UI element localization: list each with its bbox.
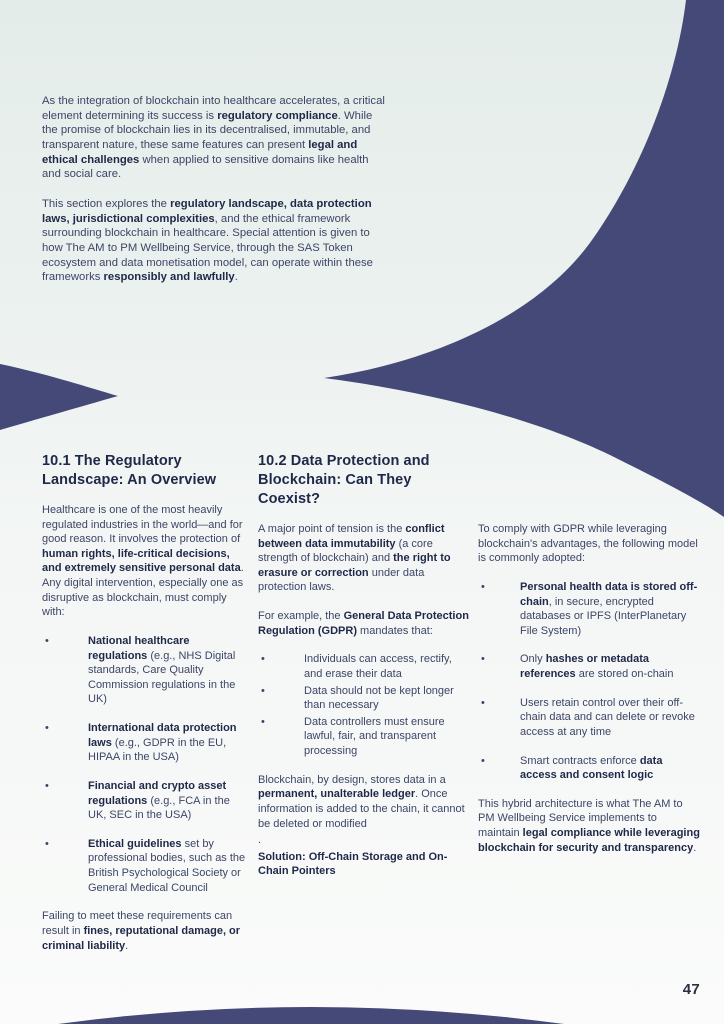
list-item: • Financial and crypto asset regulations (e.g., FCA in the UK, SEC in the USA): [42, 779, 248, 823]
list-item: • Ethical guidelines set by professional bodies, such as the British Psychological Society or General Medical Council: [42, 837, 248, 896]
list-item: • National healthcare regulations (e.g., NHS Digital standards, Care Quality Commission regulations in the UK): [42, 634, 248, 707]
body-paragraph: This hybrid architecture is what The AM to PM Wellbeing Service implements to maintain legal compliance while leveraging blockchain for security and transparency.: [478, 797, 700, 854]
list-item: • International data protection laws (e.g., GDPR in the EU, HIPAA in the USA): [42, 721, 248, 765]
columns-section: [42, 452, 700, 967]
column-gdpr-model: [478, 452, 700, 967]
list-item: • Individuals can access, rectify, and erase their data: [258, 652, 470, 681]
left-wedge-shape: [0, 364, 118, 430]
body-paragraph: Blockchain, by design, stores data in a permanent, unalterable ledger. Once information is added to the chain, it cannot be deleted or modified: [258, 773, 465, 830]
body-paragraph: Failing to meet these requirements can result in fines, reputational damage, or criminal liability.: [42, 910, 241, 952]
list-item: • Users retain control over their off-chain data and can delete or revoke access at any time: [478, 696, 700, 740]
list-item: • Only hashes or metadata references are stored on-chain: [478, 652, 700, 681]
intro-paragraph: As the integration of blockchain into healthcare accelerates, a critical element determining its success is regulatory compliance. While the promise of blockchain lies in its decentralised, immutable, and transparent nature, these same features can present legal and ethical challenges when applied to sensitive domains like health and social care.: [42, 95, 385, 181]
intro-paragraph: This section explores the regulatory landscape, data protection laws, jurisdictional complexities, and the ethical framework surrounding blockchain in healthcare. Special attention is given to how The AM to PM Wellbeing Service, through the SAS Token ecosystem and data monetisation model, can operate within these frameworks responsibly and lawfully.: [42, 198, 373, 284]
solution-heading: Solution: Off-Chain Storage and On-Chain Pointers: [258, 850, 448, 878]
list-item: • Data should not be kept longer than necessary: [258, 684, 470, 713]
bottom-wave-shape: [58, 1007, 564, 1024]
list-item: • Data controllers must ensure lawful, fair, and transparent processing: [258, 715, 470, 759]
intro-section: [42, 94, 386, 300]
body-paragraph: To comply with GDPR while leveraging blockchain's advantages, the following model is commonly adopted:: [478, 523, 698, 565]
list-item: • Personal health data is stored off-chain, in secure, encrypted databases or IPFS (InterPlanetary File System): [478, 580, 700, 639]
body-paragraph: Healthcare is one of the most heavily regulated industries in the world—and for good reason. It involves the protection of human rights, life-critical decisions, and extremely sensitive personal data. Any digital intervention, especially one as disruptive as blockchain, must comply with:: [42, 503, 244, 619]
bullet-list: [478, 580, 700, 783]
section-heading-10-2: 10.2 Data Protection and Blockchain: Can They Coexist?: [258, 453, 430, 507]
list-item: • Smart contracts enforce data access and consent logic: [478, 754, 700, 783]
bullet-list: [258, 652, 470, 758]
body-paragraph: A major point of tension is the conflict between data immutability (a core strength of blockchain) and the right to erasure or correction under data protection laws.: [258, 522, 451, 594]
column-regulatory-landscape: [42, 452, 248, 967]
page-number: 47: [682, 981, 700, 998]
section-heading-10-1: 10.1 The Regulatory Landscape: An Overview: [42, 453, 217, 488]
column-data-protection: [258, 452, 470, 967]
bullet-list: [42, 634, 248, 895]
body-paragraph: .: [258, 834, 262, 847]
body-paragraph: For example, the General Data Protection Regulation (GDPR) mandates that:: [258, 610, 469, 637]
